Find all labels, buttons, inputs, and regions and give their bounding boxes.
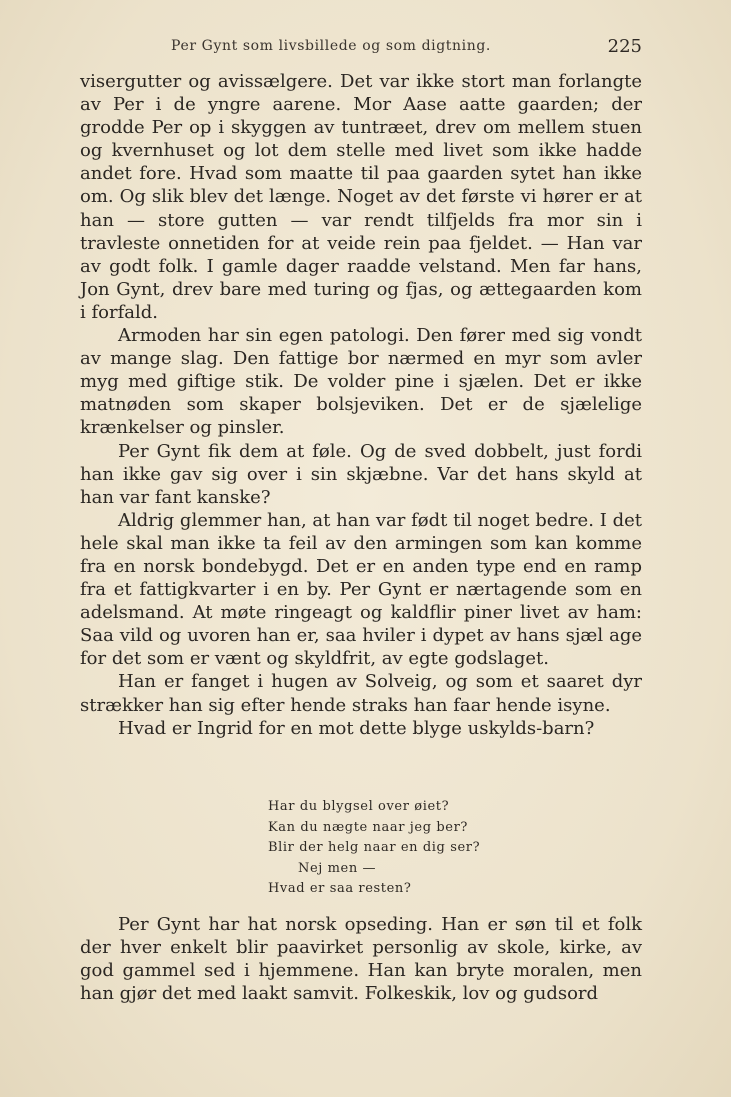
- paragraph: Hvad er Ingrid for en mot dette blyge uskylds-barn?: [118, 717, 595, 739]
- verse-line: Kan du nægte naar jeg ber?: [268, 819, 468, 835]
- running-title: Per Gynt som livsbillede og som digtning.: [171, 38, 491, 54]
- body-text: [80, 70, 642, 740]
- verse-line: Har du blygsel over øiet?: [268, 799, 450, 814]
- page-number: 225: [607, 36, 642, 57]
- paragraph: Han er fanget i hugen av Solveig, og som et saaret dyr strækker han sig efter hende straks han faar hende isyne.: [80, 671, 642, 716]
- verse-quotation: [268, 797, 480, 900]
- paragraph: Per Gynt fik dem at føle. Og de sved dobbelt, just fordi han ikke gav sig over i sin skjæbne. Var det hans skyld at han var fant kanske?: [80, 440, 642, 508]
- paragraph-continued: visergutter og avissælgere. Det var ikke stort man forlangte av Per i de yngre aarene. Mor Aase aatte gaarden; der grodde Per op i skyggen av tuntræet, drev om mellem stuen og kvernhuset og lot dem stelle med livet som ikke hadde andet fore. Hvad som maatte til paa gaarden sytet han ikke om. Og slik blev det længe. Noget av det første vi hører er at han — store gutten — var rendt tilfjelds fra mor sin i travleste onnetiden for at veide rein paa fjeldet. — Han var av godt folk. I gamle dager raadde velstand. Men far hans, Jon Gynt, drev bare med turing og fjas, og ættegaarden kom i forfald.: [80, 71, 642, 323]
- verse-line: Blir der helg naar en dig ser?: [268, 840, 481, 855]
- paragraph: Per Gynt har hat norsk opseding. Han er søn til et folk der hver enkelt blir paavirket personlig av skole, kirke, av god gammel sed i hjemmene. Han kan bryte moralen, men han gjør det med laakt samvit. Folkeskik, lov og gudsord: [80, 914, 642, 1005]
- paragraph: Armoden har sin egen patologi. Den fører med sig vondt av mange slag. Den fattige bor nærmed en myr som avler myg med giftige stik. De volder pine i sjælen. Det er ikke matnøden som skaper bolsjeviken. Det er de sjælelige krænkelser og pinsler.: [80, 325, 642, 439]
- verse-line: Hvad er saa resten?: [268, 881, 412, 896]
- paragraph: Aldrig glemmer han, at han var født til noget bedre. I det hele skal man ikke ta feil av den armingen som kan komme fra en norsk bondebygd. Det er en anden type end en ramp fra et fattigkvarter i en by. Per Gynt er nærtagende som en adelsmand. At møte ringeagt og kaldflir piner livet av ham: Saa vild og uvoren han er, saa hviler i dypet av hans sjæl age for det som er vænt og skyldfrit, av egte godslaget.: [80, 509, 642, 670]
- closing-text: [80, 913, 642, 1005]
- running-head: [80, 36, 642, 56]
- verse-line: Nej men —: [298, 860, 377, 876]
